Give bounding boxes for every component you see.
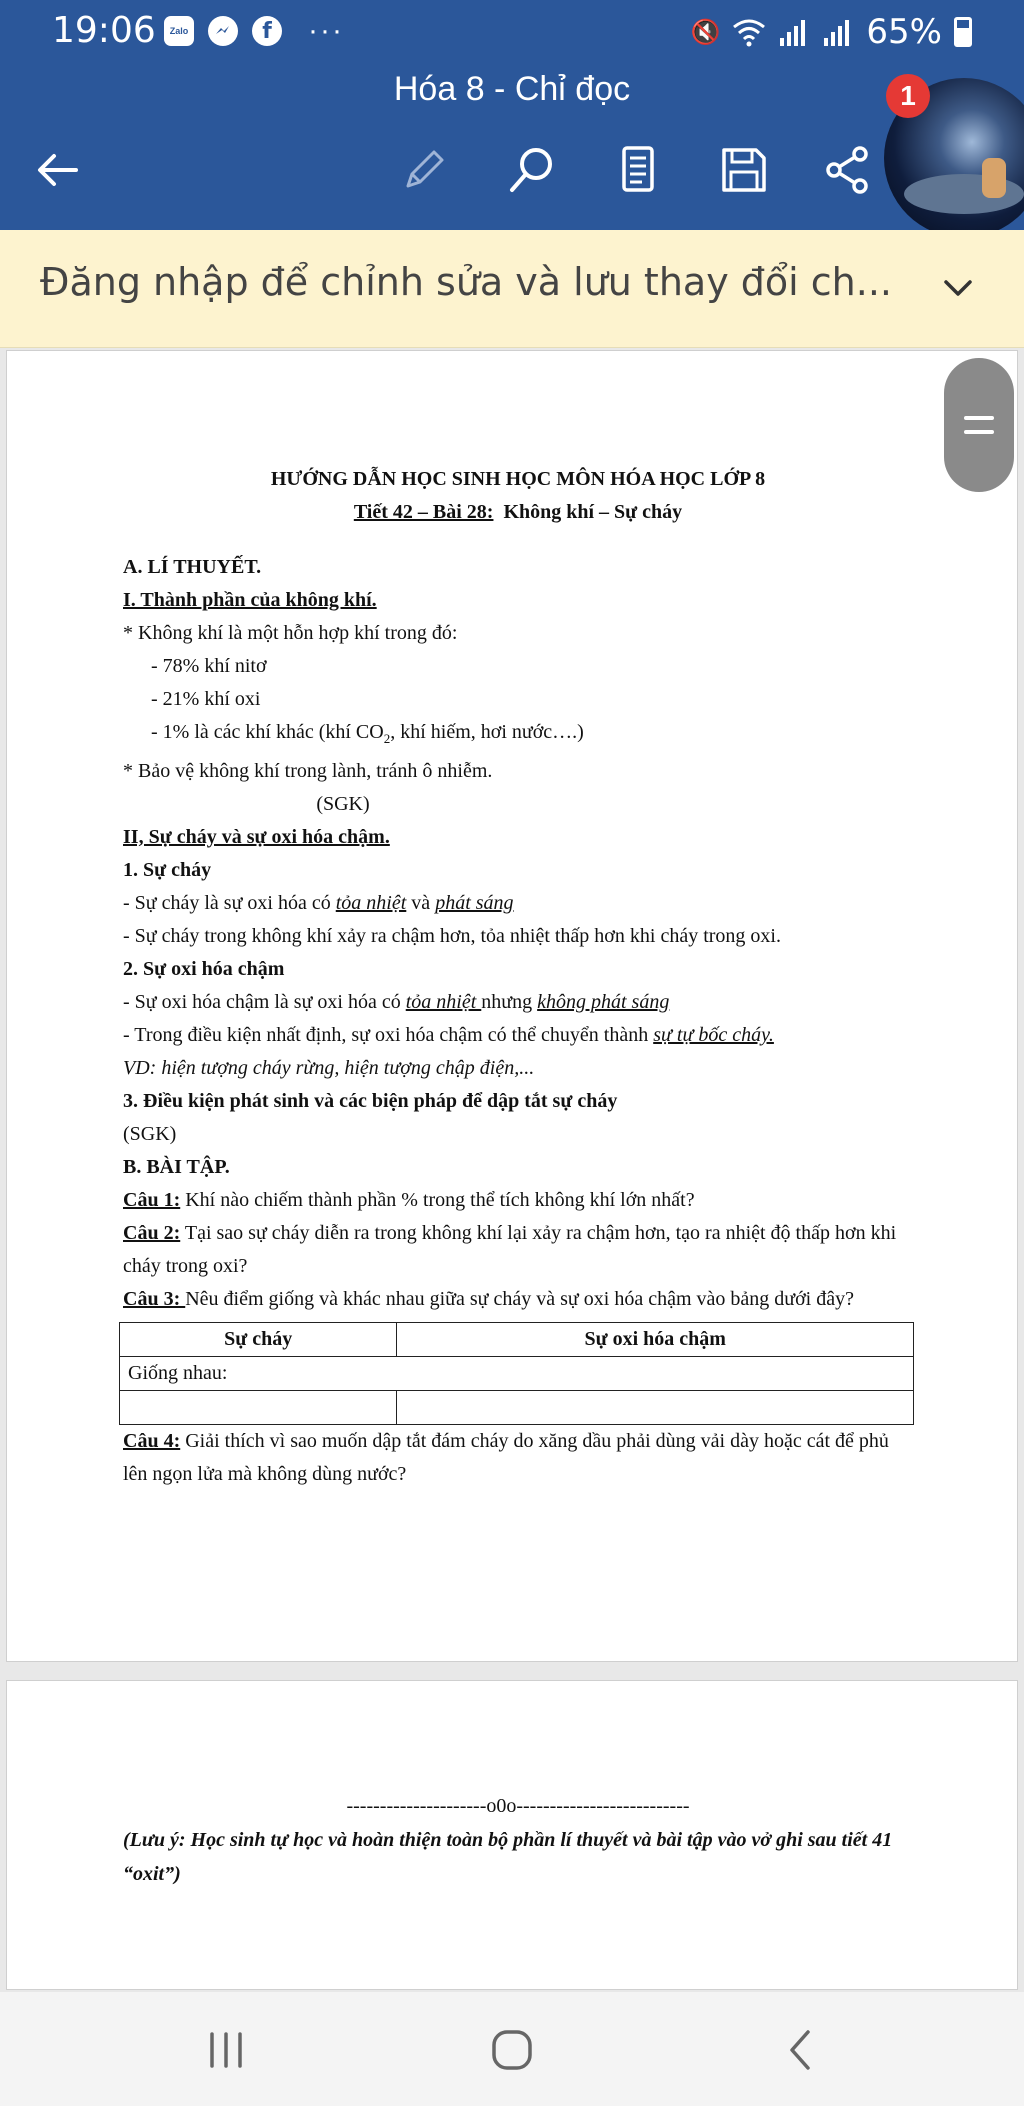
search-icon[interactable] <box>506 144 558 196</box>
question-4: Câu 4: Giải thích vì sao muốn dập tắt đám cháy do xăng dầu phải dùng vải dày hoặc cát để phủ lên ngọn lửa mà không dùng nước? <box>123 1430 889 1485</box>
messenger-icon <box>208 16 238 46</box>
conditions-heading: 3. Điều kiện phát sinh và các biện pháp để dập tắt sự cháy <box>123 1090 618 1112</box>
table-row-similarities: Giống nhau: <box>120 1357 914 1391</box>
save-icon[interactable] <box>718 144 770 196</box>
part1-sgk: (SGK) <box>316 793 370 815</box>
part1-intro: * Không khí là một hỗn hợp khí trong đó: <box>123 622 458 644</box>
slow-oxidation-condition: - Trong điều kiện nhất định, sự oxi hóa chậm có thể chuyển thành sự tự bốc cháy. <box>123 1024 774 1046</box>
page-divider: ---------------------o0o-------------------------- <box>346 1795 690 1817</box>
example-line: VD: hiện tượng cháy rừng, hiện tượng chập điện,... <box>123 1057 535 1079</box>
zalo-icon: Zalo <box>164 16 194 46</box>
page2-body <box>123 1789 913 1891</box>
burn-heading: 1. Sự cháy <box>123 859 212 881</box>
part1-nitrogen: - 78% khí nitơ <box>151 655 267 677</box>
part1-heading: I. Thành phần của không khí. <box>123 589 377 611</box>
app-bar <box>0 66 1024 230</box>
chevron-down-icon[interactable] <box>940 270 976 306</box>
table-cell-empty <box>397 1391 914 1425</box>
slow-oxidation-heading: 2. Sự oxi hóa chậm <box>123 958 285 980</box>
more-notifications-icon: ··· <box>308 14 344 47</box>
back-arrow-icon[interactable] <box>30 142 86 198</box>
table-cell-empty <box>120 1391 397 1425</box>
document-body <box>123 463 913 1491</box>
part1-oxygen: - 21% khí oxi <box>151 688 261 710</box>
status-bar <box>0 0 1024 66</box>
battery-icon <box>954 17 972 47</box>
slow-oxidation-definition: - Sự oxi hóa chậm là sự oxi hóa có tỏa nhiệt nhưng không phát sáng <box>123 991 670 1013</box>
edit-pencil-icon[interactable] <box>398 144 450 196</box>
section-a-heading: A. LÍ THUYẾT. <box>123 556 262 578</box>
doc-heading: HƯỚNG DẪN HỌC SINH HỌC MÔN HÓA HỌC LỚP 8 <box>270 468 766 490</box>
recent-apps-icon[interactable] <box>198 2022 254 2078</box>
sign-in-banner-text: Đăng nhập để chỉnh sửa và lưu thay đổi ch... <box>40 260 892 304</box>
notification-badge: 1 <box>886 74 930 118</box>
system-navigation-bar <box>0 1992 1024 2106</box>
table-header-slow-oxidation: Sự oxi hóa chậm <box>397 1323 914 1357</box>
conditions-sgk: (SGK) <box>123 1123 177 1145</box>
part1-other-gases: - 1% là các khí khác (khí $CO_2$, khí hiếm, hơi nước….) <box>151 721 584 746</box>
question-3: Câu 3: Nêu điểm giống và khác nhau giữa sự cháy và sự oxi hóa chậm vào bảng dưới đây? <box>123 1288 854 1310</box>
student-note: (Lưu ý: Học sinh tự học và hoàn thiện toàn bộ phần lí thuyết và bài tập vào vở ghi sau tiết 41 “oxit”) <box>123 1829 893 1885</box>
share-icon[interactable] <box>822 144 874 196</box>
document-page-2 <box>6 1680 1018 1990</box>
reading-view-icon[interactable] <box>612 144 664 196</box>
document-page-1 <box>6 350 1018 1662</box>
notification-app-icons <box>164 16 344 46</box>
scroll-handle[interactable] <box>944 358 1014 492</box>
document-title: Hóa 8 - Chỉ đọc <box>393 70 631 108</box>
table-header-burning: Sự cháy <box>120 1323 397 1357</box>
wifi-icon <box>732 17 766 47</box>
burn-definition: - Sự cháy là sự oxi hóa có tỏa nhiệt và phát sáng <box>123 892 514 914</box>
comparison-table <box>119 1322 914 1425</box>
facebook-icon: f <box>252 16 282 46</box>
doc-subheading: Tiết 42 – Bài 28: Không khí – Sự cháy <box>353 501 683 523</box>
home-icon[interactable] <box>484 2022 540 2078</box>
part1-protect: * Bảo vệ không khí trong lành, tránh ô nhiễm. <box>123 760 493 782</box>
signal-icon-2 <box>822 18 854 46</box>
section-b-heading: B. BÀI TẬP. <box>123 1156 230 1178</box>
mute-icon: 🔇 <box>690 18 721 46</box>
signal-icon <box>778 18 810 46</box>
back-chevron-icon[interactable] <box>772 2022 828 2078</box>
question-2: Câu 2: Tại sao sự cháy diễn ra trong không khí lại xảy ra chậm hơn, tạo ra nhiệt độ thấp hơn khi cháy trong oxi? <box>123 1222 897 1277</box>
question-1: Câu 1: Khí nào chiếm thành phần % trong thể tích không khí lớn nhất? <box>123 1189 695 1211</box>
status-time: 19:06 <box>52 10 156 51</box>
part2-heading: II, Sự cháy và sự oxi hóa chậm. <box>123 826 390 848</box>
battery-percent: 65% <box>866 12 942 52</box>
burn-in-air: - Sự cháy trong không khí xảy ra chậm hơn, tỏa nhiệt thấp hơn khi cháy trong oxi. <box>123 925 781 947</box>
status-indicators <box>691 12 972 52</box>
sign-in-banner[interactable] <box>0 230 1024 348</box>
